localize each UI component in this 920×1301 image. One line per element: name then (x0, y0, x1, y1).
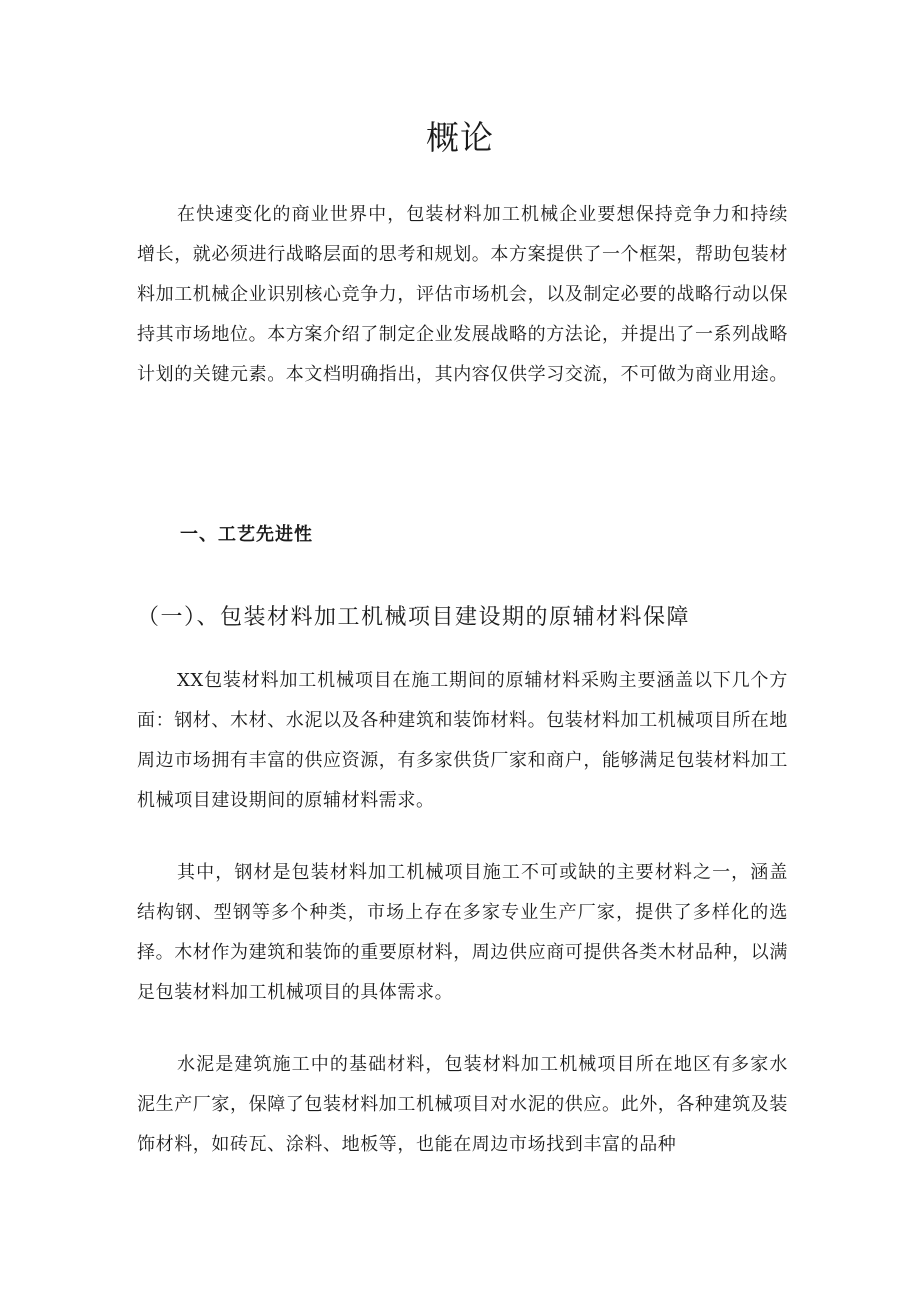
body-paragraph: XX包装材料加工机械项目在施工期间的原辅材料采购主要涵盖以下几个方面：钢材、木材、水泥以及各种建筑和装饰材料。包装材料加工机械项目所在地周边市场拥有丰富的供应资源，有多家供货厂家和商户，能够满足包装材料加工机械项目建设期间的原辅材料需求。 (137, 670, 788, 811)
subsection-heading: （一）、包装材料加工机械项目建设期的原辅材料保障 (137, 605, 691, 630)
body-paragraph: 其中，钢材是包装材料加工机械项目施工不可或缺的主要材料之一，涵盖结构钢、型钢等多个种类，市场上存在多家专业生产厂家，提供了多样化的选择。木材作为建筑和装饰的重要原材料，周边供应商可提供各类木材品种，以满足包装材料加工机械项目的具体需求。 (137, 862, 788, 1003)
document-title: 概论 (426, 118, 494, 157)
intro-paragraph: 在快速变化的商业世界中，包装材料加工机械企业要想保持竞争力和持续增长，就必须进行战略层面的思考和规划。本方案提供了一个框架，帮助包装材料加工机械企业识别核心竞争力，评估市场机会，以及制定必要的战略行动以保持其市场地位。本方案介绍了制定企业发展战略的方法论，并提出了一系列战略计划的关键元素。本文档明确指出，其内容仅供学习交流，不可做为商业用途。 (137, 204, 788, 385)
section-heading: 一、工艺先进性 (180, 524, 313, 545)
body-paragraph: 水泥是建筑施工中的基础材料，包装材料加工机械项目所在地区有多家水泥生产厂家，保障了包装材料加工机械项目对水泥的供应。此外，各种建筑及装饰材料，如砖瓦、涂料、地板等，也能在周边市场找到丰富的品种 (137, 1054, 788, 1155)
